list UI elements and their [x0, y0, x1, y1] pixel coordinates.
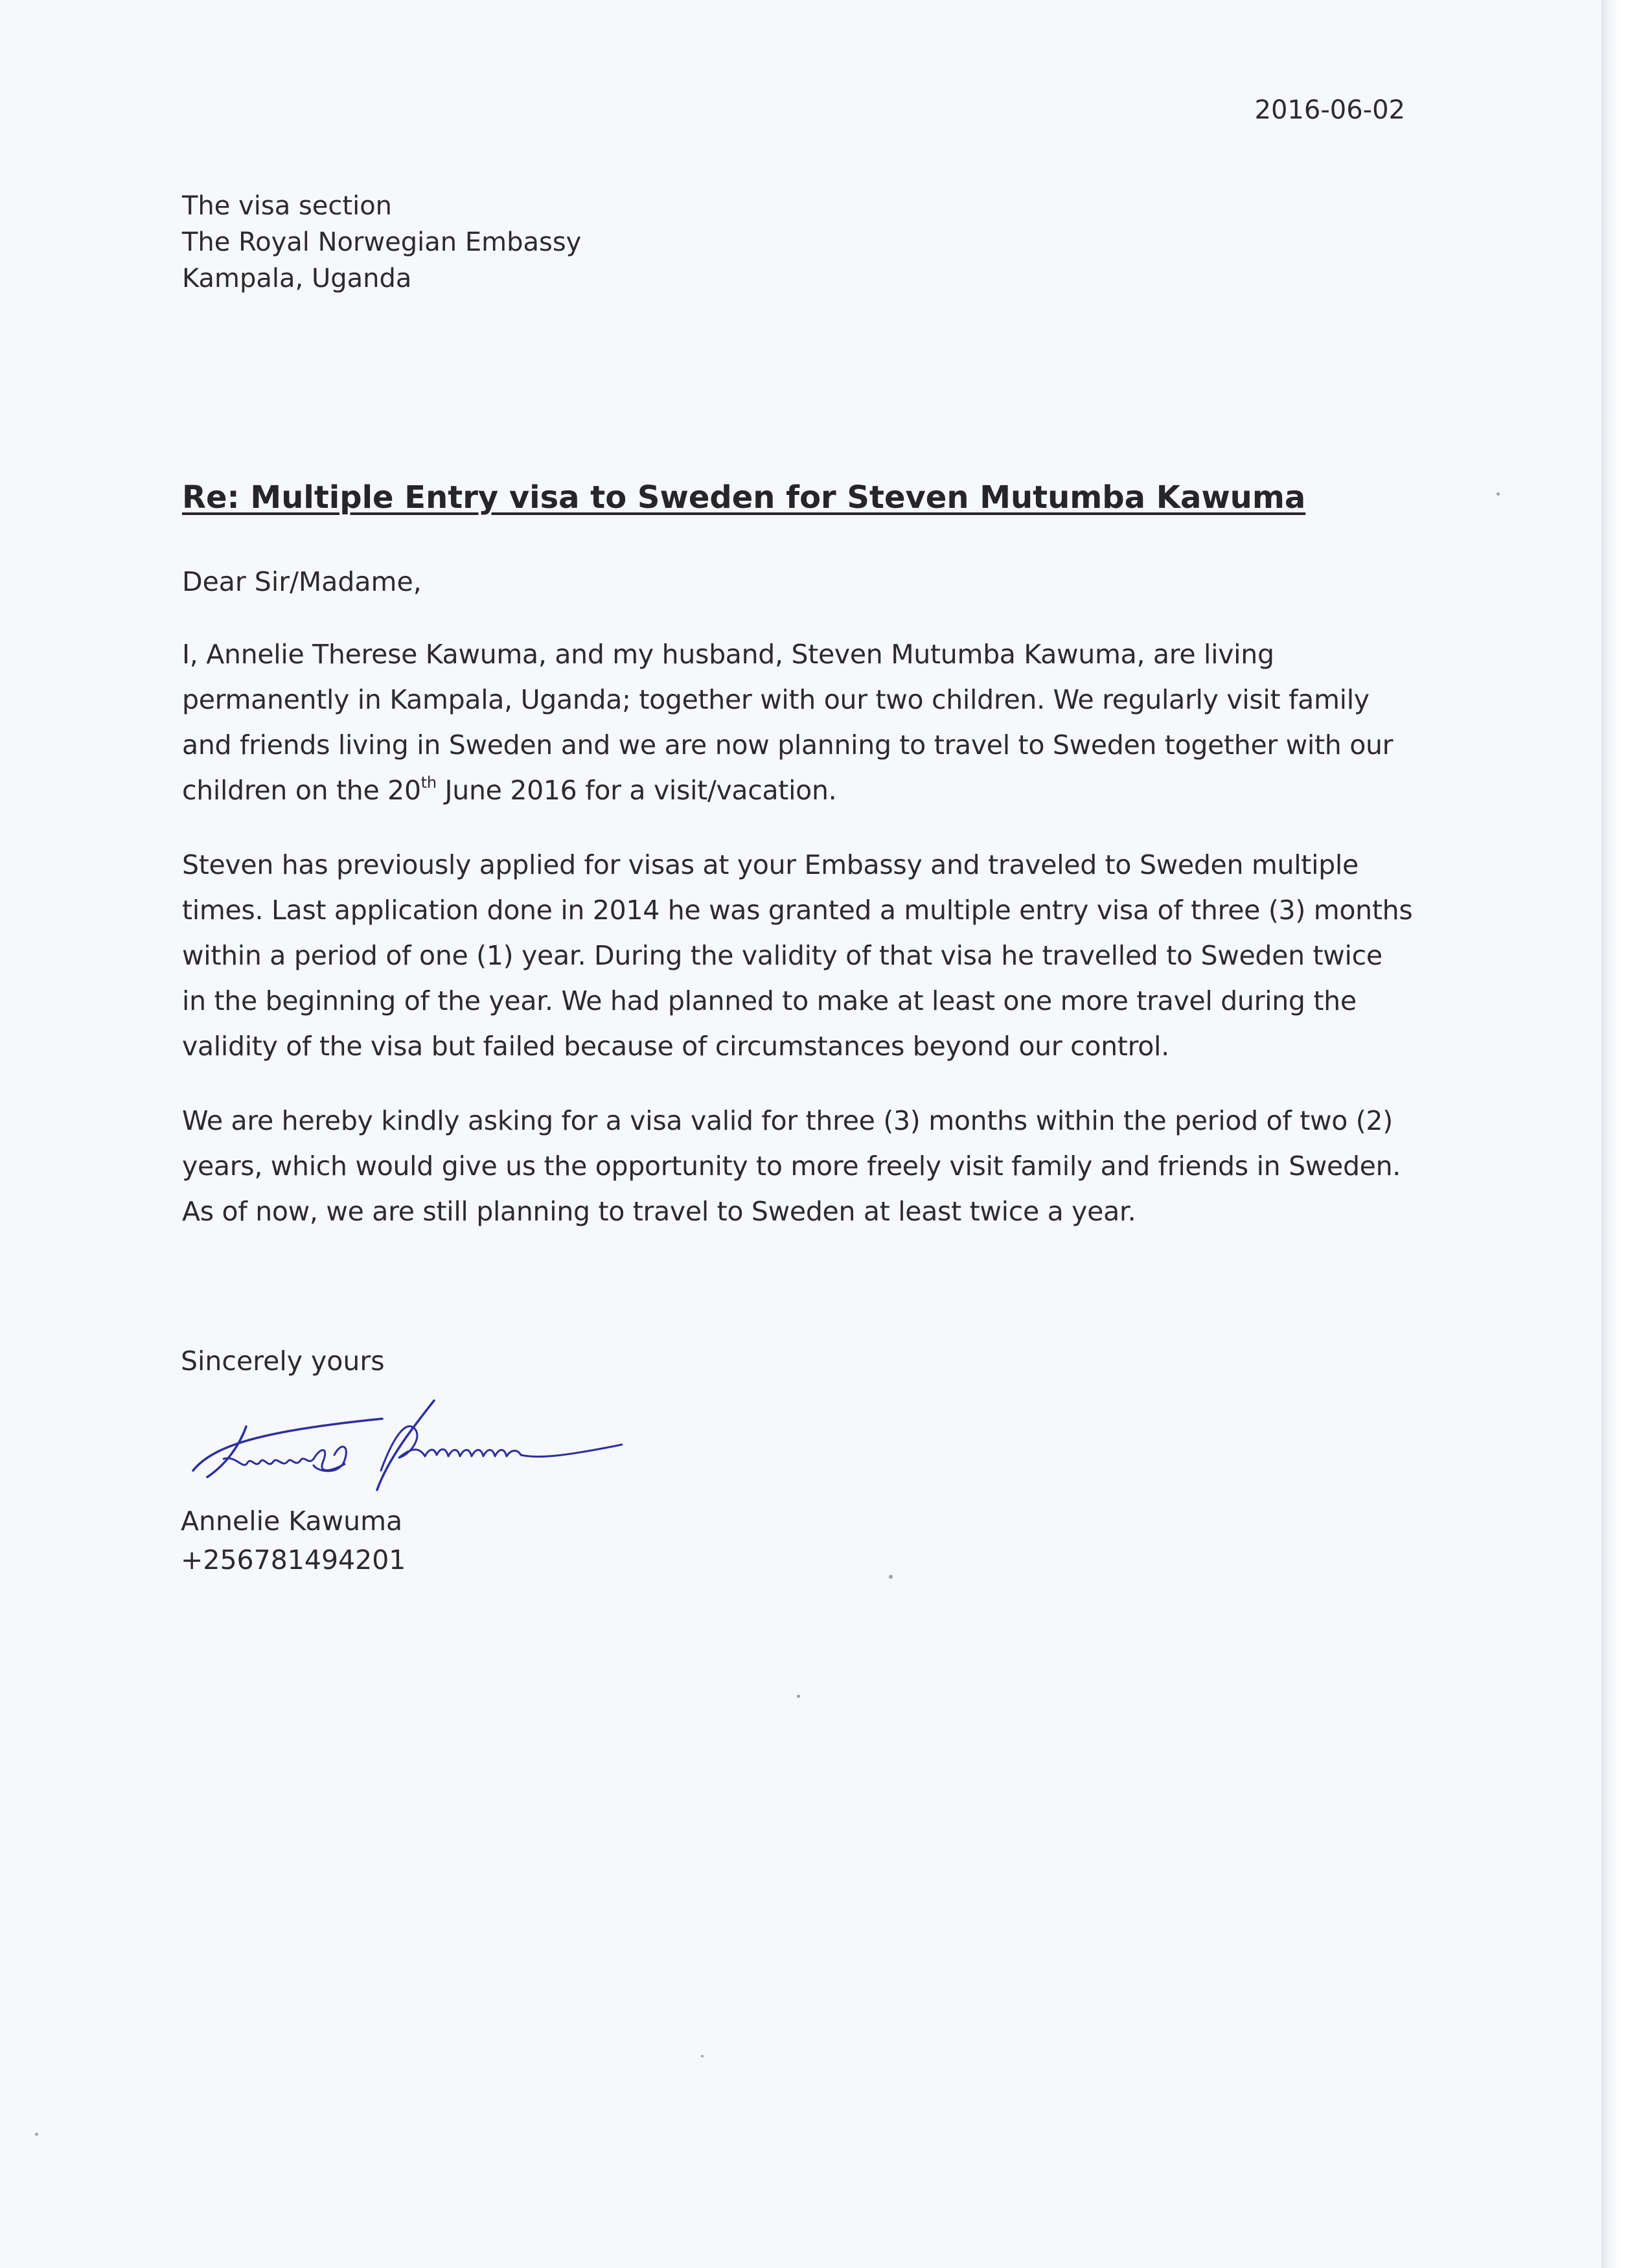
scan-speck — [889, 1575, 893, 1579]
paragraph-line: Steven has previously applied for visas at your Embassy and traveled to Sweden multiple — [182, 849, 1359, 880]
paragraph-line: validity of the visa but failed because of circumstances beyond our control. — [182, 1031, 1169, 1062]
scan-speck — [797, 1695, 800, 1698]
paragraph-line: times. Last application done in 2014 he was granted a multiple entry visa of three (3) months — [182, 895, 1413, 926]
scan-speck — [1497, 492, 1500, 496]
signature-stroke — [377, 1401, 434, 1490]
paragraph-line — [182, 768, 1419, 813]
paragraph-line: permanently in Kampala, Uganda; together with our two children. We regularly visit family — [182, 684, 1370, 715]
recipient-line: Kampala, Uganda — [182, 264, 412, 293]
paragraph-line: years, which would give us the opportunity to more freely visit family and friends in Sweden. — [182, 1151, 1401, 1182]
letter-date: 2016-06-02 — [1254, 95, 1405, 125]
salutation: Dear Sir/Madame, — [182, 566, 422, 597]
scan-speck — [701, 2055, 704, 2057]
travel-date-prefix: children on the 20 — [182, 775, 421, 806]
handwritten-signature — [175, 1393, 628, 1503]
recipient-line: The visa section — [182, 191, 393, 221]
paragraph-line: As of now, we are still planning to travel to Sweden at least twice a year. — [182, 1196, 1136, 1227]
paragraph-line: I, Annelie Therese Kawuma, and my husband, Steven Mutumba Kawuma, are living — [182, 639, 1274, 670]
letter-subject: Re: Multiple Entry visa to Sweden for Steven Mutumba Kawuma — [182, 479, 1306, 516]
signature-stroke — [207, 1426, 246, 1477]
paragraph-line: within a period of one (1) year. During the validity of that visa he travelled to Sweden twice — [182, 940, 1382, 971]
signature-stroke — [521, 1445, 622, 1457]
signature-stroke — [314, 1447, 346, 1471]
body-paragraph-3 — [182, 1098, 1419, 1234]
paragraph-line: in the beginning of the year. We had planned to make at least one more travel during the — [182, 985, 1357, 1016]
recipient-address — [182, 188, 581, 297]
ordinal-suffix: th — [420, 773, 437, 792]
signature-stroke — [224, 1458, 314, 1465]
signer-block — [181, 1502, 406, 1579]
signature-stroke — [399, 1449, 521, 1458]
travel-date-suffix: June 2016 for a visit/vacation. — [436, 775, 837, 806]
body-paragraph-1 — [182, 632, 1419, 813]
recipient-line: The Royal Norwegian Embassy — [182, 227, 582, 257]
scanner-bed-edge — [1601, 0, 1652, 2268]
signer-phone: +256781494201 — [181, 1544, 406, 1575]
body-paragraph-2 — [182, 842, 1419, 1069]
paragraph-line: and friends living in Sweden and we are now planning to travel to Sweden together with our — [182, 729, 1394, 761]
scan-speck — [35, 2133, 38, 2136]
paragraph-line: We are hereby kindly asking for a visa valid for three (3) months within the period of two (2) — [182, 1105, 1393, 1136]
closing: Sincerely yours — [181, 1346, 385, 1377]
signer-name: Annelie Kawuma — [181, 1506, 403, 1537]
